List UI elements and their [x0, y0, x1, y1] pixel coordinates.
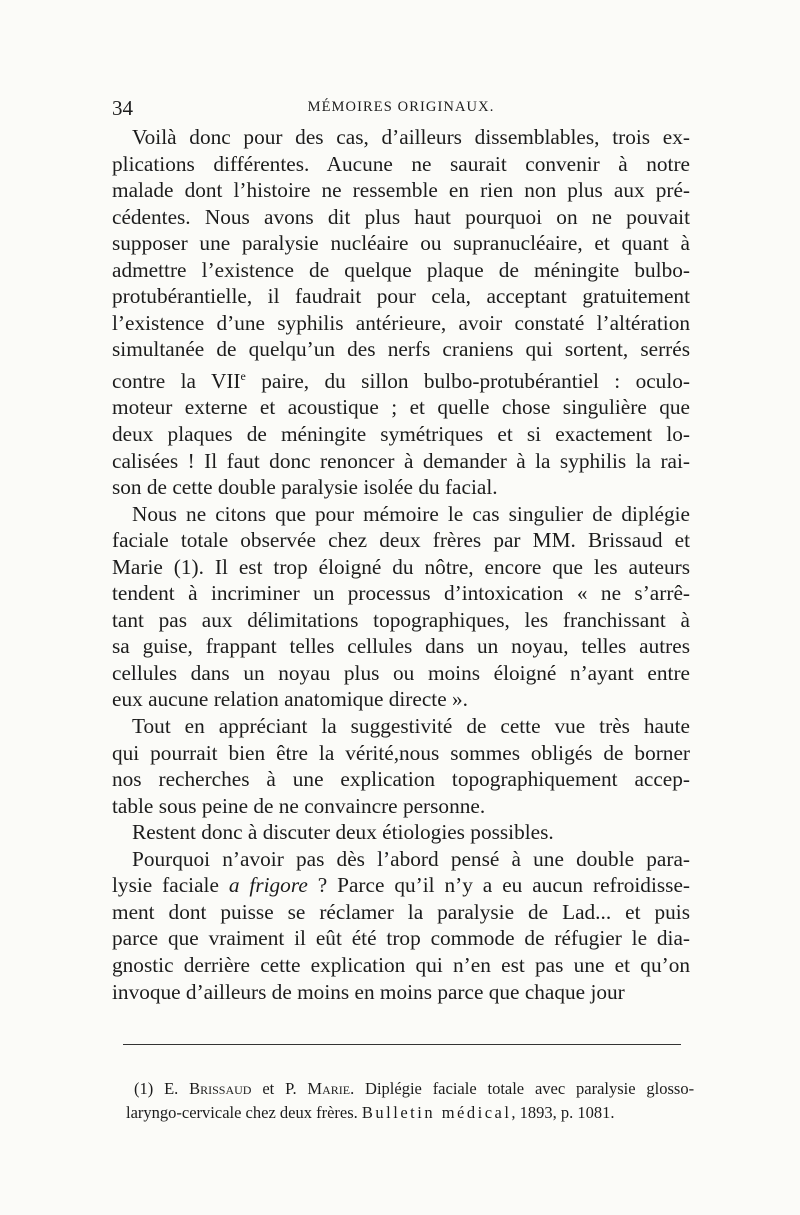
text-line: deux plaques de méningite symétriques et si exactement lo- — [112, 422, 690, 447]
text-line: Nous ne citons que pour mémoire le cas singulier de diplégie — [132, 501, 690, 526]
paragraph — [112, 501, 690, 713]
footnote-journal: Bulletin médical — [361, 1103, 512, 1122]
text-line: contre la VIIe paire, du sillon bulbo-protubérantiel : oculo- — [112, 368, 690, 393]
text-line: moteur externe et acoustique ; et quelle chose singulière que — [112, 395, 690, 420]
footnote-citation: , 1893, p. 1081. — [511, 1103, 615, 1122]
footnote-title-cont: laryngo-cervicale chez deux frères. — [126, 1103, 358, 1122]
text-line: gnostic derrière cette explication qui n’en est pas une et qu’on — [112, 952, 690, 977]
text-line: Tout en appréciant la suggestivité de cette vue très haute — [132, 714, 690, 739]
text-line: nos recherches à une explication topographiquement accep- — [112, 767, 690, 792]
footnote-line — [126, 1077, 694, 1101]
footnote-marker: (1) — [134, 1079, 154, 1098]
text-line: tendent à incriminer un processus d’intoxication « ne s’arrê- — [112, 581, 690, 606]
paragraph — [112, 819, 690, 846]
text-line: simultanée de quelqu’un des nerfs craniens qui sortent, serrés — [112, 337, 690, 362]
text-line: cédentes. Nous avons dit plus haut pourquoi on ne pouvait — [112, 204, 690, 229]
footnote-title: Diplégie faciale totale avec paralysie glosso- — [365, 1079, 695, 1098]
text-line: admettre l’existence de quelque plaque de méningite bulbo- — [112, 257, 690, 282]
text-line: supposer une paralysie nucléaire ou supranucléaire, et quant à — [112, 231, 690, 256]
text-line: l’existence d’une syphilis antérieure, avoir constaté l’altération — [112, 310, 690, 335]
text-line: Voilà donc pour des cas, d’ailleurs dissemblables, trois ex- — [132, 125, 690, 149]
footnote-author: P. Marie. — [285, 1079, 355, 1098]
text-line: Pourquoi n’avoir pas dès l’abord pensé à une double para- — [132, 846, 690, 871]
paragraph — [112, 713, 690, 819]
text-line: plications différentes. Aucune ne saurait convenir à notre — [112, 151, 690, 176]
paragraph — [112, 846, 690, 1005]
text-line: tant pas aux délimitations topographiques, les franchissant à — [112, 607, 690, 632]
text-line: table sous peine de ne convaincre personne. — [112, 793, 486, 818]
footnote-conjunction: et — [262, 1079, 275, 1098]
text-line: invoque d’ailleurs de moins en moins parce que chaque jour — [112, 979, 625, 1004]
article-body — [112, 124, 690, 1005]
paragraph — [112, 124, 690, 501]
text-line: malade dont l’histoire ne ressemble en rien non plus aux pré- — [112, 178, 690, 203]
text-line: Restent donc à discuter deux étiologies possibles. — [132, 820, 554, 845]
text-line: eux aucune relation anatomique directe ». — [112, 687, 468, 712]
text-line: parce que vraiment il eût été trop commode de réfugier le dia- — [112, 926, 690, 951]
page-header — [112, 96, 690, 124]
text-line: ment dont puisse se réclamer la paralysie de Lad... et puis — [112, 899, 690, 924]
footnote-separator — [123, 1044, 681, 1045]
text-line: son de cette double paralysie isolée du facial. — [112, 475, 498, 500]
text-line: calisées ! Il faut donc renoncer à demander à la syphilis la rai- — [112, 448, 690, 473]
text-line: cellules dans un noyau plus ou moins éloigné n’ayant entre — [112, 660, 690, 685]
text-line: faciale totale observée chez deux frères par MM. Brissaud et — [112, 528, 690, 553]
text-line: protubérantielle, il faudrait pour cela, acceptant gratuitement — [112, 284, 690, 309]
footnote — [126, 1077, 694, 1125]
page-number: 34 — [112, 96, 133, 120]
text-line: sa guise, frappant telles cellules dans un noyau, telles autres — [112, 634, 690, 659]
running-title: MÉMOIRES ORIGINAUX. — [307, 99, 495, 115]
text-line: lysie faciale a frigore ? Parce qu’il n’y a eu aucun refroidisse- — [112, 873, 690, 898]
footnote-line — [126, 1101, 694, 1125]
footnote-author: E. Brissaud — [164, 1079, 252, 1098]
text-line: Marie (1). Il est trop éloigné du nôtre, encore que les auteurs — [112, 554, 690, 579]
text-line: qui pourrait bien être la vérité,nous sommes obligés de borner — [112, 740, 690, 765]
